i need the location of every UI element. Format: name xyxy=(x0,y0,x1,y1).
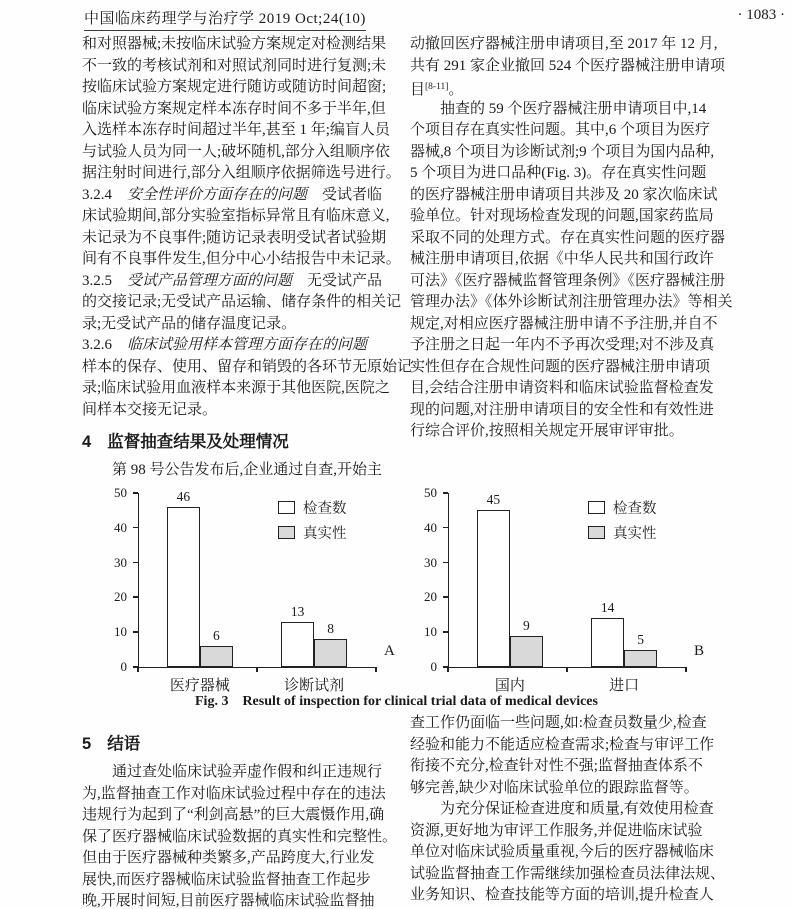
text-line xyxy=(410,142,735,164)
text-segment: 实性但存在合规性问题的医疗器械注册申请项 xyxy=(410,358,711,375)
text-segment: 查工作仍面临一些问题,如:检查员数量少,检查 xyxy=(410,715,707,731)
legend-swatch-真实性 xyxy=(588,526,605,539)
panel-letter: A xyxy=(384,643,395,659)
subsection-title: 临床试验用样本管理方面存在的问题 xyxy=(127,337,368,353)
text-segment: 的交接记录;无受试产品运输、储存条件的相关记 xyxy=(82,294,402,310)
y-axis-tick xyxy=(443,562,448,564)
y-axis-tick-label: 10 xyxy=(114,624,127,640)
text-line xyxy=(82,185,402,207)
text-line xyxy=(82,56,402,78)
text-segment: 业务知识、检查技能等方面的培训,提升检查人 xyxy=(410,887,714,903)
bar-value-label: 13 xyxy=(290,604,305,619)
text-segment: 按临床试验方案规定进行随访或随访时间超窗; xyxy=(82,79,387,95)
text-line xyxy=(82,228,402,250)
text-line xyxy=(410,400,735,422)
text-segment: 共有 291 家企业撤回 524 个医疗器械注册申请项 xyxy=(410,57,726,74)
y-axis-tick-label: 50 xyxy=(114,485,127,500)
text-segment: 录;无受试产品的储存温度记录。 xyxy=(82,315,297,332)
text-segment: 械注册申请项目,依据《中华人民共和国行政许 xyxy=(410,251,714,267)
text-segment: 但由于医疗器械种类繁多,产品跨度大,行业发 xyxy=(82,850,375,866)
text-segment: 动撤回医疗器械注册申请项目,至 2017 年 12 月, xyxy=(410,36,718,52)
x-axis-tick xyxy=(137,667,139,672)
text-segment: 床试验期间,部分实验室指标异常且有临床意义, xyxy=(82,208,390,224)
text-line xyxy=(82,206,402,228)
text-segment: 3.2.6 xyxy=(82,337,128,353)
bar-真实性 xyxy=(314,639,347,667)
figure3-panel-b-chart xyxy=(408,485,720,697)
text-segment: 采取不同的处理方式。存在真实性问题的医疗器 xyxy=(410,229,726,246)
text-segment: 试验监督抽查工作需继续加强检查员法律法规、 xyxy=(410,865,726,882)
y-axis-tick-label: 50 xyxy=(424,485,437,500)
bar-真实性 xyxy=(510,636,543,667)
bar-value-label: 45 xyxy=(486,492,501,507)
text-segment: 不一致的考核试剂和对照试剂同时进行复测;未 xyxy=(82,57,387,74)
text-line xyxy=(410,378,735,400)
text-segment: 行综合评价,按照相关规定开展审评审批。 xyxy=(410,423,684,439)
text-segment: 展快,而医疗器械临床试验监督抽查工作起步 xyxy=(82,871,371,888)
text-line xyxy=(410,314,735,336)
text-line xyxy=(410,756,735,778)
text-line xyxy=(410,99,735,121)
y-axis-tick xyxy=(133,596,138,598)
text-line xyxy=(410,228,735,250)
text-line xyxy=(410,56,735,78)
text-line xyxy=(410,421,735,443)
text-line xyxy=(82,314,402,336)
text-line xyxy=(410,885,735,907)
conclusion-left-text xyxy=(82,762,402,909)
text-line xyxy=(410,842,735,864)
text-segment: 间有不良事件发生,但分中心小结报告中未记录。 xyxy=(82,251,401,267)
legend-label: 检查数 xyxy=(303,501,347,517)
text-line xyxy=(410,206,735,228)
x-axis-tick xyxy=(566,667,568,672)
text-segment: 个项目存在真实性问题。其中,6 个项目为医疗 xyxy=(410,122,711,138)
text-line xyxy=(410,713,735,735)
bar-检查数 xyxy=(477,510,510,667)
text-segment: 入选样本冻存时间超过半年,甚至 1 年;编盲人员 xyxy=(82,122,390,138)
text-segment: 。 xyxy=(448,82,464,98)
text-line xyxy=(410,185,735,207)
text-segment: 3.2.5 xyxy=(82,272,128,289)
panel-letter: B xyxy=(694,643,705,659)
text-line xyxy=(410,120,735,142)
text-line xyxy=(82,357,413,379)
text-segment: 经验和能力不能适应检查需求;检查与审评工作 xyxy=(410,736,715,753)
text-line xyxy=(82,249,402,271)
text-segment: 资源,更好地为审评工作服务,并促进临床试验 xyxy=(410,822,703,839)
text-segment: 样本的保存、使用、留存和销毁的各环节无原始记 xyxy=(82,358,413,375)
text-line xyxy=(82,292,402,314)
x-axis-tick xyxy=(256,667,258,672)
figure3-caption: Fig. 3 Result of inspection for clinical trial data of medical devices xyxy=(195,694,598,709)
text-segment: 予注册之日起一年内不予再次受理;对不涉及真 xyxy=(410,337,715,353)
text-segment: 规定,对相应医疗器械注册申请不予注册,并自不 xyxy=(410,315,718,332)
text-segment: 据注射时间进行,部分入组顺序依据筛选号进行。 xyxy=(82,165,401,181)
y-axis-tick xyxy=(443,631,448,633)
text-segment: 临床试验方案规定样本冻存时间不多于半年,但 xyxy=(82,100,386,117)
section-4-number: 4 xyxy=(82,433,92,451)
text-segment: 与试验人员为同一人;破坏随机,部分入组顺序依 xyxy=(82,143,390,160)
text-line xyxy=(82,784,402,806)
text-line xyxy=(82,460,402,482)
text-segment: 验单位。针对现场检查发现的问题,国家药监局 xyxy=(410,208,714,224)
bar-value-label: 9 xyxy=(523,618,530,633)
text-segment: 可法》《医疗器械监督管理条例》《医疗器械注册 xyxy=(410,272,726,289)
right-column-text xyxy=(410,34,735,443)
y-axis-tick-label: 10 xyxy=(424,624,437,640)
text-segment: 为充分保证检查进度和质量,有效使用检查 xyxy=(410,801,714,817)
text-line xyxy=(410,357,735,379)
y-axis-tick-label: 20 xyxy=(114,589,127,605)
text-segment: 抽查的 59 个医疗器械注册申请项目中,14 xyxy=(410,100,707,117)
text-segment: 无受试产品 xyxy=(292,272,383,289)
x-category-label: 诊断试剂 xyxy=(284,678,345,694)
legend-item xyxy=(278,495,347,520)
text-segment: 保了医疗器械临床试验数据的真实性和完整性。 xyxy=(82,828,398,845)
text-segment: 的医疗器械注册申请项目共涉及 20 家次临床试 xyxy=(410,186,718,203)
legend-item xyxy=(588,495,657,520)
text-line xyxy=(82,163,402,185)
y-axis-tick-label: 40 xyxy=(424,519,437,535)
bar-value-label: 5 xyxy=(637,632,644,647)
legend-label: 真实性 xyxy=(613,526,657,542)
bar-真实性 xyxy=(200,646,233,667)
y-axis-tick-label: 40 xyxy=(114,519,127,535)
y-axis-tick-label: 30 xyxy=(114,554,127,570)
text-line xyxy=(410,735,735,757)
text-segment: 3.2.4 xyxy=(82,186,128,203)
left-column-text xyxy=(82,34,413,421)
text-line xyxy=(82,120,402,142)
y-axis-tick xyxy=(133,527,138,529)
text-line xyxy=(82,271,402,293)
subsection-title: 安全性评价方面存在的问题 xyxy=(127,186,308,203)
text-segment: 和对照器械;未按临床试验方案规定对检测结果 xyxy=(82,36,387,52)
text-segment: 目 xyxy=(410,82,426,98)
legend-label: 真实性 xyxy=(303,526,347,542)
text-line xyxy=(82,77,402,99)
text-line xyxy=(410,77,735,99)
legend-item xyxy=(588,520,657,545)
journal-header: 中国临床药理学与治疗学 2019 Oct;24(10) xyxy=(84,7,366,31)
text-line xyxy=(82,34,402,56)
legend-swatch-真实性 xyxy=(278,526,295,539)
section-5-heading xyxy=(82,730,140,754)
figure3-panel-a-chart xyxy=(98,485,398,697)
section-4-intro-text xyxy=(82,460,402,482)
bar-value-label: 46 xyxy=(176,489,191,504)
text-segment: 受试者临 xyxy=(307,186,383,203)
bar-value-label: 8 xyxy=(327,621,334,636)
x-axis-tick xyxy=(375,667,377,672)
text-line xyxy=(410,799,735,821)
text-segment: 通过查处临床试验弄虚作假和纠正违规行 xyxy=(82,764,383,780)
conclusion-right-text xyxy=(410,713,735,907)
legend-swatch-检查数 xyxy=(278,501,295,514)
text-segment: 5 个项目为进口品种(Fig. 3)。存在真实性问题 xyxy=(410,165,707,181)
y-axis-tick xyxy=(443,596,448,598)
text-line xyxy=(82,142,402,164)
text-line xyxy=(410,163,735,185)
x-category-label: 进口 xyxy=(609,678,640,694)
text-segment: 够完善,缺少对临床试验单位的跟踪监督等。 xyxy=(410,779,699,796)
page-number: · 1083 · xyxy=(737,7,785,23)
text-line xyxy=(82,378,402,400)
bar-真实性 xyxy=(624,650,657,667)
text-segment: 第 98 号公告发布后,企业通过自查,开始主 xyxy=(82,462,383,478)
text-line xyxy=(410,271,735,293)
text-segment: 为,监督抽查工作对临床试验过程中存在的违法 xyxy=(82,785,386,802)
text-segment: 间样本交接无记录。 xyxy=(82,401,218,418)
y-axis-tick-label: 0 xyxy=(120,659,127,674)
y-axis-tick xyxy=(133,492,138,494)
text-segment: 录;临床试验用血液样本来源于其他医院,医院之 xyxy=(82,380,390,396)
section-4-heading xyxy=(82,428,289,452)
text-line xyxy=(410,249,735,271)
x-category-label: 国内 xyxy=(494,678,525,694)
legend-swatch-检查数 xyxy=(588,501,605,514)
text-segment: 违规行为起到了“利剑高悬”的巨大震慑作用,确 xyxy=(82,807,385,823)
text-line xyxy=(410,335,735,357)
text-segment: 单位对临床试验质量重视,今后的医疗器械临床 xyxy=(410,844,714,860)
legend-label: 检查数 xyxy=(613,501,657,517)
section-4-title: 监督抽查结果及处理情况 xyxy=(107,433,289,451)
y-axis-tick xyxy=(443,492,448,494)
text-line xyxy=(82,400,402,422)
text-line xyxy=(410,778,735,800)
reference-superscript: [8-11] xyxy=(425,82,449,92)
text-segment: 现的问题,对注册申请项目的安全性和有效性进 xyxy=(410,401,714,418)
text-segment: 目,会结合注册申请资料和临床试验监督检查发 xyxy=(410,380,714,396)
text-line xyxy=(410,864,735,886)
section-5-number: 5 xyxy=(82,735,92,753)
bar-value-label: 14 xyxy=(600,600,615,615)
bar-value-label: 6 xyxy=(213,628,220,643)
y-axis-tick xyxy=(443,527,448,529)
text-line xyxy=(82,805,402,827)
text-segment: 管理办法》《体外诊断试剂注册管理办法》等相关 xyxy=(410,294,733,310)
x-axis-tick xyxy=(447,667,449,672)
chart-legend xyxy=(588,495,657,545)
chart-legend xyxy=(278,495,347,545)
text-line xyxy=(82,870,402,892)
text-segment: 未记录为不良事件;随访记录表明受试者试验期 xyxy=(82,229,387,246)
x-axis-tick xyxy=(685,667,687,672)
text-line xyxy=(82,99,402,121)
y-axis-tick xyxy=(133,631,138,633)
text-segment: 器械,8 个项目为诊断试剂;9 个项目为国内品种, xyxy=(410,143,715,160)
text-line xyxy=(82,762,402,784)
legend-item xyxy=(278,520,347,545)
text-line xyxy=(82,827,402,849)
section-5-title: 结语 xyxy=(107,735,141,753)
text-segment: 衔接不充分,检查针对性不强;监督抽查体系不 xyxy=(410,758,703,774)
y-axis-tick xyxy=(133,562,138,564)
text-line xyxy=(410,292,735,314)
text-line xyxy=(410,34,735,56)
y-axis-tick-label: 20 xyxy=(424,589,437,605)
y-axis-tick-label: 30 xyxy=(424,554,437,570)
text-line xyxy=(410,821,735,843)
text-segment: 晚,开展时间短,目前医疗器械临床试验监督抽 xyxy=(82,893,375,909)
y-axis-tick-label: 0 xyxy=(430,659,437,674)
text-line xyxy=(82,891,402,909)
x-category-label: 医疗器械 xyxy=(169,678,230,694)
text-line xyxy=(82,848,402,870)
text-line xyxy=(82,335,402,357)
subsection-title: 受试产品管理方面的问题 xyxy=(127,272,293,289)
